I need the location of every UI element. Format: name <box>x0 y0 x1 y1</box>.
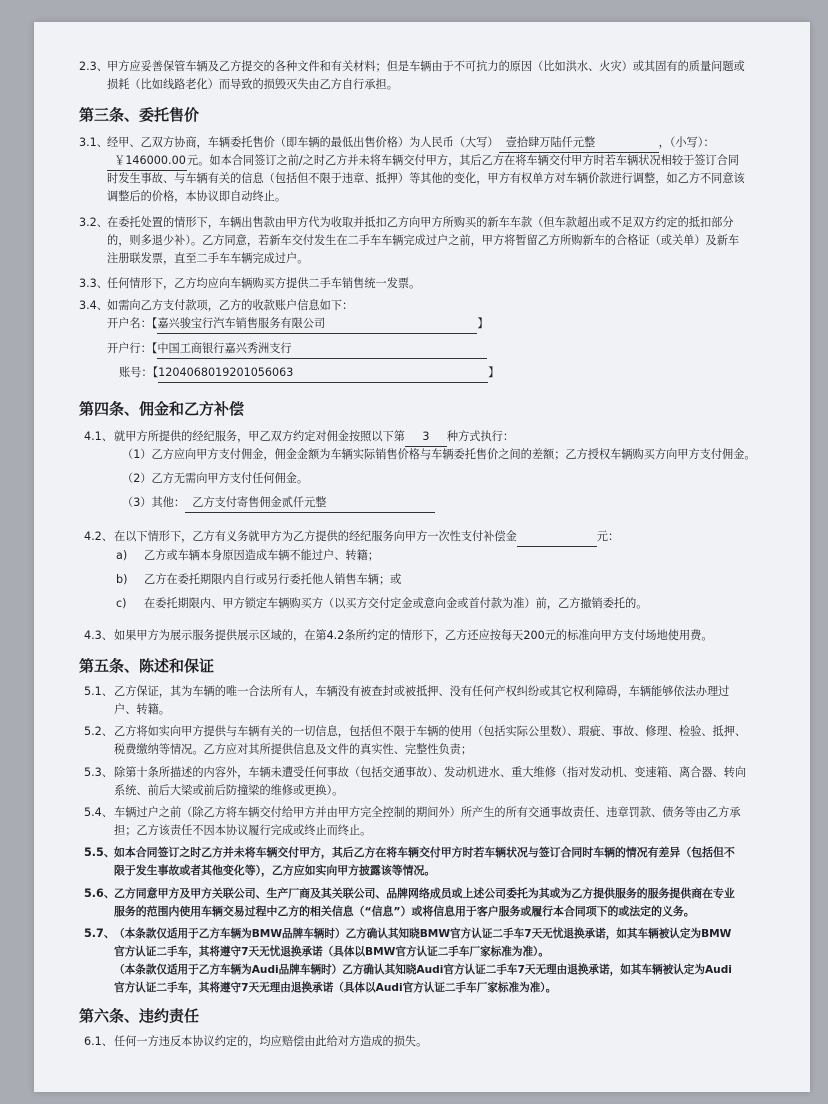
clause-5-6-line-2: 服务的范围内使用车辆交易过程中乙方的相关信息（“信息”）或将信息用于客户服务或履行本合同项下的或法定的义务。 <box>114 905 695 918</box>
clause-3-2-line-1: 在委托处置的情形下，车辆出售款由甲方代为收取并抵扣乙方向甲方所购买的新车车款（但车款超出或不足双方约定的抵扣部分 <box>107 216 734 229</box>
clause-3-1-text-c: 元。如本合同签订之前/之时乙方并未将车辆交付甲方，其后乙方在将车辆交付甲方时若车辆状况相较于签订合同 <box>187 154 739 167</box>
account-name-row <box>107 315 489 334</box>
clause-5-5-number: 5.5、 <box>84 846 116 859</box>
clause-3-4-line-1: 如需向乙方支付款项，乙方的收款账户信息如下： <box>107 299 354 312</box>
account-name-field <box>157 315 477 334</box>
account-bank-label: 开户行：【 <box>107 342 158 355</box>
clause-5-5-line-2: 限于发生事故或者其他变化等），乙方应如实向甲方披露该等情况。 <box>114 864 436 877</box>
clause-5-3-number: 5.3、 <box>84 766 113 779</box>
clause-3-3-line-1: 任何情形下，乙方均应向车辆购买方提供二手车销售统一发票。 <box>107 277 421 290</box>
clause-4-2-c-key: c) <box>116 597 127 610</box>
clause-5-4-line-2: 担；乙方该责任不因本协议履行完成或终止而终止。 <box>114 824 372 837</box>
price-uppercase-value: 壹拾肆万陆仟元整 <box>505 136 596 149</box>
price-uppercase-field <box>499 134 659 153</box>
account-number-value: 1204068019201056063 <box>158 366 294 379</box>
account-bank-row <box>107 340 487 359</box>
document-page <box>34 22 810 1092</box>
clause-5-5-line-1: 如本合同签订之时乙方并未将车辆交付甲方，其后乙方在将车辆交付甲方时若车辆状况与签订合同时车辆的情况有差异（包括但不 <box>114 846 735 859</box>
clause-2-3-line-1: 甲方应妥善保管车辆及乙方提交的各种文件和有关材料；但是车辆由于不可抗力的原因（比如洪水、火灾）或其固有的质量问题或 <box>107 60 745 73</box>
clause-6-1-line-1: 任何一方违反本协议约定的，均应赔偿由此给对方造成的损失。 <box>114 1035 428 1048</box>
clause-5-7-number: 5.7、 <box>84 927 116 940</box>
clause-5-7-line-2: 官方认证二手车，其将遵守7天无忧退换承诺（具体以BMW官方认证二手车厂家标准为准）。 <box>114 946 549 958</box>
clause-5-1-line-1: 乙方保证，其为车辆的唯一合法所有人，车辆没有被查封或被抵押、没有任何产权纠纷或其它权利障碍，车辆能够依法办理过 <box>114 685 730 698</box>
price-lowercase-field <box>107 152 187 171</box>
clause-4-2-a-key: a) <box>116 549 128 562</box>
clause-5-6-line-1: 乙方同意甲方及甲方关联公司、生产厂商及其关联公司、品牌网络成员或上述公司委托为其或为乙方提供服务的服务提供商在专业 <box>114 887 735 900</box>
clause-3-3-number: 3.3、 <box>79 277 108 290</box>
clause-4-2-text-b: 元： <box>596 530 620 543</box>
clause-4-2-a: 乙方或车辆本身原因造成车辆不能过户、转籍； <box>144 549 379 562</box>
clause-3-1-line-3: 时发生事故、与车辆有关的信息（包括但不限于违章、抵押）等其他的变化，甲方有权单方对车辆价款进行调整，如乙方不同意该 <box>107 172 745 185</box>
account-number-field <box>158 364 488 383</box>
article-3-title: 第三条、委托售价 <box>79 106 200 124</box>
clause-5-1-number: 5.1、 <box>84 685 113 698</box>
clause-3-1-line-1 <box>107 134 715 153</box>
clause-5-3-line-1: 除第十条所描述的内容外，车辆未遭受任何事故（包括交通事故）、发动机进水、重大维修（指对发动机、变速箱、离合器、转向 <box>114 766 747 779</box>
clause-5-4-line-1: 车辆过户之前（除乙方将车辆交付给甲方并由甲方完全控制的期间外）所产生的所有交通事故责任、违章罚款、债务等由乙方承 <box>114 806 741 819</box>
account-bank-field <box>157 340 487 359</box>
clause-3-2-number: 3.2、 <box>79 216 108 229</box>
clause-4-1-text-b: 种方式执行： <box>446 430 515 443</box>
clause-5-2-number: 5.2、 <box>84 725 113 738</box>
clause-4-3-number: 4.3、 <box>84 629 113 642</box>
clause-4-2-c: 在委托期限内、甲方锁定车辆购买方（以买方交付定金或意向金或首付款为准）前，乙方撤销委托的。 <box>144 597 648 610</box>
clause-3-1-text-a: 经甲、乙双方协商，车辆委托售价（即车辆的最低出售价格）为人民币（大写） <box>107 136 499 149</box>
commission-method-choice <box>405 428 447 447</box>
clause-2-3-line-2: 损耗（比如线路老化）而导致的损毁灭失由乙方自行承担。 <box>107 78 398 91</box>
commission-option-2: （2）乙方无需向甲方支付任何佣金。 <box>122 472 309 485</box>
clause-4-2-line-1 <box>114 528 619 547</box>
compensation-amount-field <box>517 528 597 547</box>
clause-5-1-line-2: 户、转籍。 <box>114 703 170 716</box>
commission-option-3-field <box>185 494 435 513</box>
article-6-title: 第六条、违约责任 <box>79 1007 200 1025</box>
clause-4-1-text-a: 就甲方所提供的经纪服务，甲乙双方约定对佣金按照以下第 <box>114 430 405 443</box>
clause-4-2-b-key: b) <box>116 573 128 586</box>
clause-6-1-number: 6.1、 <box>84 1035 113 1048</box>
clause-5-3-line-2: 系统、前后大梁或前后防撞梁的维修或更换）。 <box>114 784 344 797</box>
clause-5-6-number: 5.6、 <box>84 887 116 900</box>
clause-5-7-line-4: 官方认证二手车，其将遵守7天无理由退换承诺（具体以Audi官方认证二手车厂家标准为准）。 <box>114 982 557 994</box>
clause-3-2-line-2: 的，则多退少补）。乙方同意，若新车交付发生在二手车车辆完成过户之前，甲方将暂留乙方所购新车的合格证（或关单）及新车 <box>107 234 740 247</box>
clause-3-1-text-b: ，（小写）： <box>658 136 715 149</box>
clause-2-3-number: 2.3、 <box>79 60 108 73</box>
commission-option-1: （1）乙方应向甲方支付佣金，佣金金额为车辆实际销售价格与车辆委托售价之间的差额；乙方授权车辆购买方向甲方支付佣金。 <box>122 448 756 461</box>
commission-method-value: 3 <box>422 430 430 443</box>
clause-5-4-number: 5.4、 <box>84 806 113 819</box>
commission-option-3-label: （3）其他： <box>122 496 186 509</box>
clause-4-1-line-1 <box>114 428 514 447</box>
clause-4-2-number: 4.2、 <box>84 530 113 543</box>
account-name-label: 开户名：【 <box>107 317 158 330</box>
account-number-label: 账号：【 <box>119 366 159 379</box>
article-4-title: 第四条、佣金和乙方补偿 <box>79 400 245 418</box>
clause-3-1-line-2 <box>107 152 739 171</box>
account-number-row <box>119 364 499 383</box>
clause-3-1-number: 3.1、 <box>79 136 108 149</box>
price-lowercase-value: ￥146000.00 <box>114 154 186 167</box>
clause-4-3-line-1: 如果甲方为展示服务提供展示区域的，在第4.2条所约定的情形下，乙方还应按每天200元的标准向甲方支付场地使用费。 <box>114 629 713 642</box>
account-number-close: 】 <box>488 366 500 379</box>
clause-5-2-line-2: 税费缴纳等情况。乙方应对其所提供信息及文件的真实性、完整性负责； <box>114 743 473 756</box>
article-5-title: 第五条、陈述和保证 <box>79 657 215 675</box>
account-bank-value: 中国工商银行嘉兴秀洲支行 <box>157 342 292 355</box>
account-name-close: 】 <box>477 317 489 330</box>
clause-4-2-b: 乙方在委托期限内自行或另行委托他人销售车辆；或 <box>144 573 402 586</box>
clause-3-2-line-3: 注册联发票，直至二手车车辆完成过户。 <box>107 252 309 265</box>
commission-option-3-value: 乙方支付寄售佣金贰仟元整 <box>192 496 327 509</box>
clause-5-2-line-1: 乙方将如实向甲方提供与车辆有关的一切信息，包括但不限于车辆的使用（包括实际公里数）、瑕疵、事故、修理、检验、抵押、 <box>114 725 747 738</box>
account-name-value: 嘉兴骏宝行汽车销售服务有限公司 <box>157 317 326 330</box>
clause-5-7-line-3: （本条款仅适用于乙方车辆为Audi品牌车辆时）乙方确认其知晓Audi官方认证二手车7天无理由退换承诺，如其车辆被认定为Audi <box>114 964 732 976</box>
clause-4-2-text-a: 在以下情形下，乙方有义务就甲方为乙方提供的经纪服务向甲方一次性支付补偿金 <box>114 530 517 543</box>
clause-4-1-number: 4.1、 <box>84 430 113 443</box>
clause-3-1-line-4: 调整后的价格，本协议即自动终止。 <box>107 190 287 203</box>
clause-3-4-number: 3.4、 <box>79 299 108 312</box>
clause-5-7-line-1: （本条款仅适用于乙方车辆为BMW品牌车辆时）乙方确认其知晓BMW官方认证二手车7天无忧退换承诺，如其车辆被认定为BMW <box>114 928 732 940</box>
commission-option-3 <box>122 494 435 513</box>
